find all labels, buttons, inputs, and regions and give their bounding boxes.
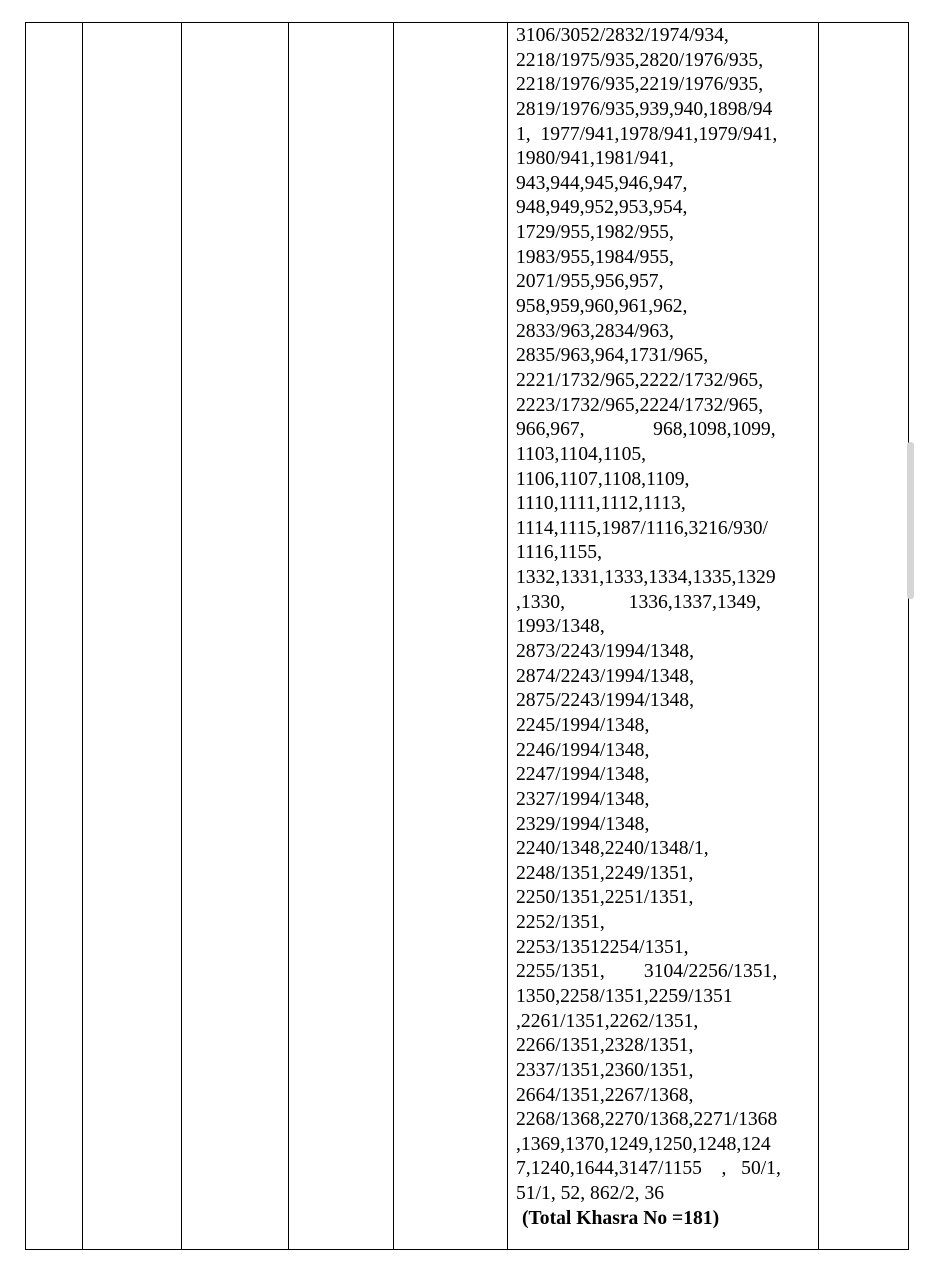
khasra-number-list [516, 23, 812, 1207]
khasra-line: 1350,2258/1351,2259/1351 [516, 985, 733, 1007]
khasra-line: 2071/955,956,957, [516, 271, 664, 293]
khasra-line: 2240/1348,2240/1348/1, [516, 838, 709, 860]
khasra-numbers-cell [508, 23, 819, 1250]
khasra-line: 948,949,952,953,954, [516, 197, 688, 219]
khasra-line: 1114,1115,1987/1116,3216/930/ [516, 517, 768, 539]
vertical-scrollbar[interactable] [907, 442, 914, 599]
khasra-line: 2819/1976/935,939,940,1898/94 [516, 98, 773, 120]
khasra-line: 1, 1977/941,1978/941,1979/941, [516, 123, 778, 145]
khasra-line: 3106/3052/2832/1974/934, [516, 25, 729, 46]
khasra-line: 1980/941,1981/941, [516, 148, 674, 170]
khasra-line: 2268/1368,2270/1368,2271/1368 [516, 1109, 778, 1131]
khasra-line: 1729/955,1982/955, [516, 222, 674, 244]
table-cell-col-7 [819, 23, 909, 1250]
total-khasra-label: (Total Khasra No =181) [522, 1207, 720, 1229]
khasra-line: 2221/1732/965,2222/1732/965, [516, 369, 764, 391]
khasra-line: 1106,1107,1108,1109, [516, 468, 690, 490]
khasra-line: 958,959,960,961,962, [516, 296, 688, 318]
khasra-line: 2252/1351, [516, 912, 605, 934]
khasra-line: 2246/1994/1348, [516, 739, 650, 761]
table-cell-col-2 [83, 23, 182, 1250]
table-cell-col-4 [289, 23, 394, 1250]
khasra-line: 1103,1104,1105, [516, 443, 647, 465]
khasra-line: 1993/1348, [516, 616, 605, 638]
table-cell-col-5 [394, 23, 508, 1250]
khasra-line: 2245/1994/1348, [516, 714, 650, 736]
khasra-line: 966,967, 968,1098,1099, [516, 419, 776, 441]
khasra-line: 2223/1732/965,2224/1732/965, [516, 394, 764, 416]
khasra-line: 943,944,945,946,947, [516, 172, 688, 194]
khasra-line: 2835/963,964,1731/965, [516, 345, 709, 367]
khasra-line: 2664/1351,2267/1368, [516, 1084, 694, 1106]
khasra-line: ,2261/1351,2262/1351, [516, 1010, 699, 1032]
khasra-line: 2329/1994/1348, [516, 813, 650, 835]
land-record-table [25, 22, 909, 1250]
khasra-line: 2250/1351,2251/1351, [516, 887, 694, 909]
khasra-line: 1110,1111,1112,1113, [516, 493, 686, 515]
khasra-line: 2337/1351,2360/1351, [516, 1059, 694, 1081]
khasra-line: 2875/2243/1994/1348, [516, 690, 694, 712]
khasra-line: ,1369,1370,1249,1250,1248,124 [516, 1133, 771, 1155]
khasra-line: ,1330, 1336,1337,1349, [516, 591, 761, 613]
khasra-line: 2873/2243/1994/1348, [516, 641, 694, 663]
khasra-line: 2255/1351, 3104/2256/1351, [516, 961, 778, 983]
khasra-line: 51/1, 52, 862/2, 36 [516, 1183, 665, 1205]
khasra-line: 2253/13512254/1351, [516, 936, 689, 958]
khasra-line: 7,1240,1644,3147/1155 , 50/1, [516, 1158, 781, 1180]
khasra-line: 2874/2243/1994/1348, [516, 665, 694, 687]
khasra-line: 2833/963,2834/963, [516, 320, 674, 342]
khasra-line: 2248/1351,2249/1351, [516, 862, 694, 884]
khasra-line: 1983/955,1984/955, [516, 246, 674, 268]
table-cell-col-3 [182, 23, 289, 1250]
khasra-line: 2327/1994/1348, [516, 788, 650, 810]
khasra-line: 1116,1155, [516, 542, 602, 564]
khasra-line: 2218/1976/935,2219/1976/935, [516, 74, 764, 96]
khasra-line: 1332,1331,1333,1334,1335,1329 [516, 567, 776, 589]
khasra-line: 2266/1351,2328/1351, [516, 1035, 694, 1057]
khasra-line: 2247/1994/1348, [516, 764, 650, 786]
table-cell-col-1 [26, 23, 83, 1250]
khasra-line: 2218/1975/935,2820/1976/935, [516, 49, 764, 71]
table-row [26, 23, 909, 1250]
